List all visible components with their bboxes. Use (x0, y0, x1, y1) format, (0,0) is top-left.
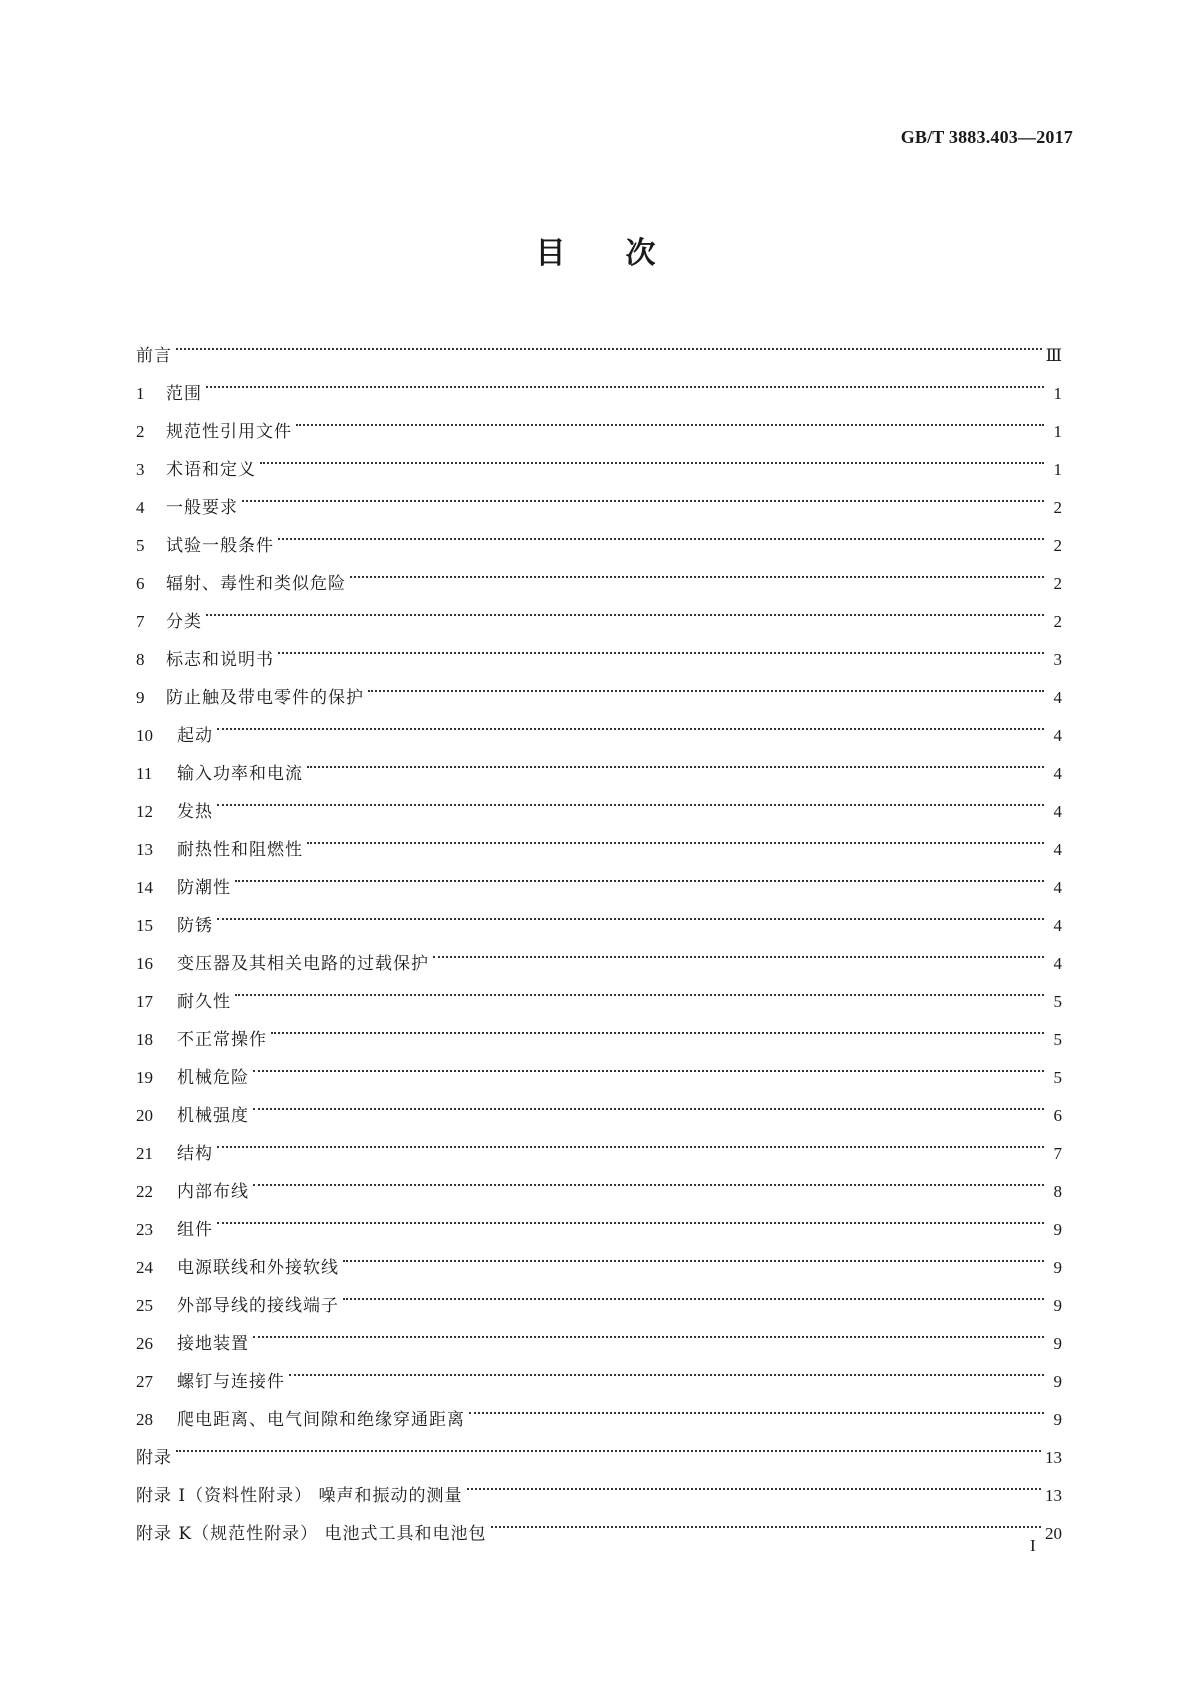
toc-dot-leader (176, 1425, 1041, 1463)
toc-entry-number: 15 (136, 916, 153, 935)
toc-entry-page: 4 (1053, 840, 1062, 859)
toc-entry-title: 防锈 (177, 916, 213, 936)
toc-entry-page: 1 (1053, 384, 1062, 403)
toc-entry-number: 2 (136, 422, 145, 441)
toc-entry-page: 2 (1053, 536, 1062, 555)
toc-entry-title: 机械强度 (177, 1106, 249, 1126)
toc-entry-number: 20 (136, 1106, 153, 1125)
toc-entry[interactable] (136, 893, 1062, 936)
toc-entry-number: 8 (136, 650, 145, 669)
toc-entry[interactable] (136, 1159, 1062, 1202)
toc-entry-number: 9 (136, 688, 145, 707)
toc-entry[interactable] (136, 779, 1062, 822)
toc-dot-leader (217, 893, 1044, 931)
toc-entry[interactable] (136, 931, 1062, 974)
toc-entry[interactable] (136, 1197, 1062, 1240)
toc-entry-number: 3 (136, 460, 145, 479)
toc-dot-leader (343, 1235, 1044, 1273)
toc-entry-page: 9 (1053, 1372, 1062, 1391)
page-number: I (1030, 1536, 1036, 1555)
toc-entry-page: 9 (1053, 1296, 1062, 1315)
toc-entry-page: 3 (1053, 650, 1062, 669)
toc-entry-title: 电源联线和外接软线 (177, 1258, 339, 1278)
toc-entry-number: 16 (136, 954, 153, 973)
toc-entry-title: 标志和说明书 (166, 650, 274, 670)
toc-entry-page: 4 (1053, 802, 1062, 821)
toc-entry-number: 13 (136, 840, 153, 859)
toc-entry-number: 17 (136, 992, 153, 1011)
toc-entry-title: 规范性引用文件 (166, 422, 292, 442)
toc-dot-leader (217, 1121, 1044, 1159)
toc-entry[interactable] (136, 1463, 1062, 1506)
toc-entry[interactable] (136, 1235, 1062, 1278)
toc-entry-title: 机械危险 (177, 1068, 249, 1088)
toc-entry[interactable] (136, 1083, 1062, 1126)
toc-entry-page: 1 (1053, 460, 1062, 479)
toc-entry-page: 20 (1045, 1524, 1062, 1543)
toc-entry[interactable] (136, 1045, 1062, 1088)
toc-entry-page: 4 (1053, 726, 1062, 745)
toc-dot-leader (217, 1197, 1044, 1235)
toc-dot-leader (278, 627, 1044, 665)
page-title (0, 228, 1191, 272)
toc-dot-leader (235, 855, 1044, 893)
toc-dot-leader (307, 817, 1044, 855)
toc-entry-page: 4 (1053, 878, 1062, 897)
toc-entry-title: 耐久性 (177, 992, 231, 1012)
toc-dot-leader (206, 361, 1044, 399)
toc-dot-leader (307, 741, 1044, 779)
toc-entry-page: 13 (1045, 1448, 1062, 1467)
toc-entry-page: 4 (1053, 916, 1062, 935)
toc-dot-leader (235, 969, 1044, 1007)
toc-entry-number: 6 (136, 574, 145, 593)
toc-entry[interactable] (136, 627, 1062, 670)
toc-entry-title: 防止触及带电零件的保护 (166, 688, 364, 708)
toc-entry[interactable] (136, 969, 1062, 1012)
toc-entry-title: 输入功率和电流 (177, 764, 303, 784)
toc-entry-number: 14 (136, 878, 153, 897)
toc-dot-leader (271, 1007, 1044, 1045)
toc-dot-leader (253, 1311, 1044, 1349)
toc-dot-leader (350, 551, 1044, 589)
toc-entry-number: 19 (136, 1068, 153, 1087)
toc-entry-number: 26 (136, 1334, 153, 1353)
toc-entry[interactable] (136, 1349, 1062, 1392)
toc-dot-leader (433, 931, 1044, 969)
toc-entry-number: 21 (136, 1144, 153, 1163)
toc-entry-title: 前言 (136, 346, 172, 366)
toc-entry-title: 爬电距离、电气间隙和绝缘穿通距离 (177, 1410, 465, 1430)
toc-entry-page: 13 (1045, 1486, 1062, 1505)
toc-entry[interactable] (136, 1007, 1062, 1050)
toc-entry-title: 接地装置 (177, 1334, 249, 1354)
toc-dot-leader (253, 1045, 1044, 1083)
toc-entry-number: 11 (136, 764, 153, 783)
toc-entry[interactable] (136, 817, 1062, 860)
toc-entry-number: 18 (136, 1030, 153, 1049)
toc-dot-leader (368, 665, 1044, 703)
toc-entry[interactable] (136, 399, 1062, 442)
toc-dot-leader (206, 589, 1044, 627)
toc-entry-title: 内部布线 (177, 1182, 249, 1202)
toc-entry-title: 分类 (166, 612, 202, 632)
toc-entry[interactable] (136, 1425, 1062, 1468)
toc-entry-page: 2 (1053, 612, 1062, 631)
toc-entry-title: 耐热性和阻燃性 (177, 840, 303, 860)
toc-entry-page: 4 (1053, 954, 1062, 973)
toc-entry[interactable] (136, 855, 1062, 898)
toc-entry-title: 变压器及其相关电路的过载保护 (177, 954, 429, 974)
toc-dot-leader (296, 399, 1044, 437)
toc-entry-number: 4 (136, 498, 145, 517)
toc-dot-leader (469, 1387, 1044, 1425)
toc-dot-leader (289, 1349, 1044, 1387)
toc-dot-leader (242, 475, 1044, 513)
toc-dot-leader (491, 1501, 1041, 1539)
toc-entry-number: 25 (136, 1296, 153, 1315)
toc-entry[interactable] (136, 475, 1062, 518)
toc-entry-page: 9 (1053, 1410, 1062, 1429)
toc-entry-page: 9 (1053, 1258, 1062, 1277)
toc-entry[interactable] (136, 513, 1062, 556)
toc-entry-title: 外部导线的接线端子 (177, 1296, 339, 1316)
toc-dot-leader (176, 323, 1042, 361)
toc-entry-title: 范围 (166, 384, 202, 404)
toc-dot-leader (260, 437, 1044, 475)
toc-entry-page: 6 (1053, 1106, 1062, 1125)
toc-dot-leader (467, 1463, 1041, 1501)
toc-entry-title: 发热 (177, 802, 213, 822)
table-of-contents (136, 323, 1062, 1544)
toc-entry[interactable] (136, 589, 1062, 632)
toc-dot-leader (217, 703, 1044, 741)
toc-entry-number: 22 (136, 1182, 153, 1201)
toc-dot-leader (217, 779, 1044, 817)
standard-code: GB/T 3883.403—2017 (900, 127, 1073, 147)
toc-entry-title: 附录 (136, 1448, 172, 1468)
toc-entry[interactable] (136, 323, 1062, 366)
toc-dot-leader (343, 1273, 1044, 1311)
title-char-1: 目 (535, 236, 566, 271)
toc-entry-title: 组件 (177, 1220, 213, 1240)
toc-entry-page: 2 (1053, 574, 1062, 593)
toc-entry-page: 4 (1053, 764, 1062, 783)
toc-entry-number: 24 (136, 1258, 153, 1277)
toc-entry-title: 术语和定义 (166, 460, 256, 480)
toc-entry[interactable] (136, 665, 1062, 708)
toc-entry-title: 不正常操作 (177, 1030, 267, 1050)
toc-entry-title: 试验一般条件 (166, 536, 274, 556)
toc-entry-page: 8 (1053, 1182, 1062, 1201)
toc-entry-page: 5 (1053, 1068, 1062, 1087)
toc-entry-number: 12 (136, 802, 153, 821)
toc-entry-number: 10 (136, 726, 153, 745)
toc-entry[interactable] (136, 437, 1062, 480)
toc-entry-page: Ⅲ (1045, 346, 1062, 365)
toc-entry[interactable] (136, 361, 1062, 404)
toc-entry-number: 1 (136, 384, 145, 403)
toc-entry-title: 一般要求 (166, 498, 238, 518)
toc-entry-page: 5 (1053, 1030, 1062, 1049)
toc-entry-title: 起动 (177, 726, 213, 746)
toc-entry[interactable] (136, 703, 1062, 746)
toc-dot-leader (253, 1083, 1044, 1121)
title-char-2: 次 (625, 236, 656, 271)
toc-entry-page: 1 (1053, 422, 1062, 441)
toc-entry-number: 28 (136, 1410, 153, 1429)
toc-entry-title: 附录 K（规范性附录） 电池式工具和电池包 (136, 1524, 487, 1544)
toc-entry-title: 辐射、毒性和类似危险 (166, 574, 346, 594)
toc-entry-page: 5 (1053, 992, 1062, 1011)
toc-entry[interactable] (136, 1311, 1062, 1354)
toc-entry-page: 9 (1053, 1220, 1062, 1239)
toc-entry[interactable] (136, 551, 1062, 594)
toc-entry[interactable] (136, 1121, 1062, 1164)
toc-dot-leader (278, 513, 1044, 551)
toc-entry[interactable] (136, 741, 1062, 784)
toc-entry-title: 防潮性 (177, 878, 231, 898)
toc-entry-number: 5 (136, 536, 145, 555)
toc-entry-number: 23 (136, 1220, 153, 1239)
toc-entry-title: 结构 (177, 1144, 213, 1164)
toc-entry-page: 4 (1053, 688, 1062, 707)
toc-entry-number: 27 (136, 1372, 153, 1391)
toc-dot-leader (253, 1159, 1044, 1197)
toc-entry-title: 螺钉与连接件 (177, 1372, 285, 1392)
toc-entry-title: 附录 I（资料性附录） 噪声和振动的测量 (136, 1486, 463, 1506)
toc-entry-page: 9 (1053, 1334, 1062, 1353)
toc-entry-number: 7 (136, 612, 145, 631)
toc-entry-page: 7 (1053, 1144, 1062, 1163)
toc-entry-page: 2 (1053, 498, 1062, 517)
